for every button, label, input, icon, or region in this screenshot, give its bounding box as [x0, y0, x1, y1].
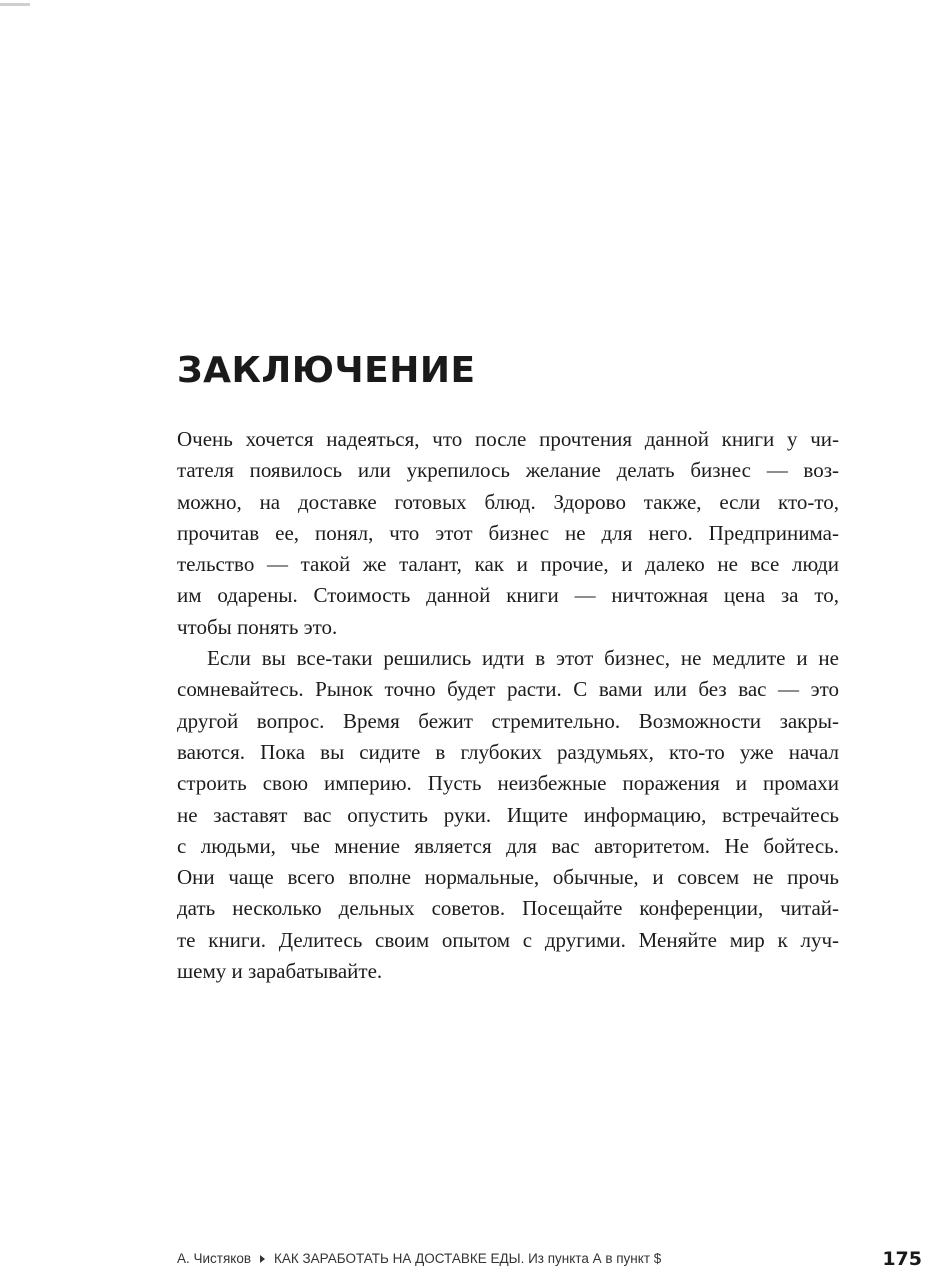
text-line: можно, на доставке готовых блюд. Здорово также, если кто-то,	[177, 489, 839, 514]
text-line: прочитав ее, понял, что этот бизнес не для него. Предпринима-	[177, 520, 839, 545]
paragraph-1	[177, 424, 839, 643]
body-text	[177, 424, 839, 987]
text-line: Очень хочется надеяться, что после прочтения данной книги у чи-	[177, 427, 839, 451]
text-line: не заставят вас опустить руки. Ищите информацию, встречайтесь	[177, 802, 839, 827]
paragraph-2	[177, 643, 839, 987]
footer-book-title: КАК ЗАРАБОТАТЬ НА ДОСТАВКЕ ЕДЫ. Из пункта А в пункт $	[274, 1251, 662, 1266]
text-line: Они чаще всего вполне нормальные, обычные, и совсем не прочь	[177, 865, 839, 890]
text-line: шему и зарабатывайте.	[177, 959, 383, 984]
footer-author: А. Чистяков	[177, 1251, 252, 1266]
text-line: другой вопрос. Время бежит стремительно. Возможности закры-	[177, 708, 839, 733]
text-line: сомневайтесь. Рынок точно будет расти. С вами или без вас — это	[177, 677, 839, 702]
text-line: строить свою империю. Пусть неизбежные поражения и промахи	[177, 771, 839, 796]
text-line: Если вы все-таки решились идти в этот бизнес, не медлите и не	[207, 646, 839, 671]
running-footer	[177, 1250, 661, 1268]
text-line: тателя появилось или укрепилось желание делать бизнес — воз-	[177, 458, 839, 483]
chapter-title: ЗАКЛЮЧЕНИЕ	[177, 350, 476, 391]
page-number: 175	[882, 1248, 922, 1270]
text-line: им одарены. Стоимость данной книги — ничтожная цена за то,	[177, 583, 839, 608]
text-line: ваются. Пока вы сидите в глубоких раздумьях, кто-то уже начал	[177, 739, 839, 764]
text-line: чтобы понять это.	[177, 614, 338, 639]
text-line: те книги. Делитесь своим опытом с другими. Меняйте мир к луч-	[177, 927, 839, 952]
corner-crop-mark	[0, 3, 30, 6]
triangle-right-icon	[260, 1255, 265, 1263]
text-line: тельство — такой же талант, как и прочие, и далеко не все люди	[177, 552, 839, 577]
text-line: дать несколько дельных советов. Посещайте конференции, читай-	[177, 896, 839, 921]
text-line: с людьми, чье мнение является для вас авторитетом. Не бойтесь.	[177, 833, 839, 858]
